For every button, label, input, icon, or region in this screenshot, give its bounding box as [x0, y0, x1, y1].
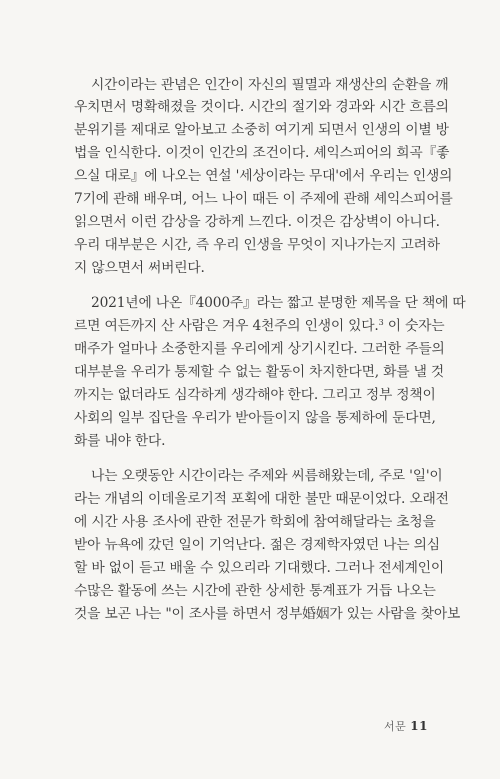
text-line: 화를 내야 한다. — [74, 433, 166, 449]
running-head: 서문 — [384, 720, 407, 733]
text-line: 지 않으면서 써버린다. — [74, 260, 205, 276]
text-line-tail: 이 숫자는 — [383, 318, 445, 334]
text-line: 할 바 없이 듣고 배울 수 있으리라 기대했다. 그러나 전세계인이 — [74, 560, 445, 576]
footnote-mark: 3 — [378, 318, 384, 327]
text-line: 라는 개념의 이데올로기적 포획에 대한 불만 때문이었다. 오래전 — [74, 491, 449, 507]
text-line: 에 시간 사용 조사에 관한 전문가 학회에 참여해달라는 초청을 — [74, 514, 436, 530]
text-line: 읽으면서 이런 감상을 강하게 느낀다. 이것은 감상벽이 아니다. — [74, 214, 440, 230]
text-line: 사회의 일부 집단을 우리가 받아들이지 않을 통제하에 둔다면, — [74, 410, 436, 426]
text-line: 2021년에 나온『4000주』라는 짧고 분명한 제목을 단 책에 따 — [91, 295, 466, 311]
text-line: 법을 인식한다. 이것이 인간의 조건이다. 셰익스피어의 희곡『좋 — [74, 145, 450, 161]
text-line: 우치면서 명확해졌을 것이다. 시간의 절기와 경과와 시간 흐름의 — [74, 99, 449, 115]
text-line: 7기에 관해 배우며, 어느 나이 때든 이 주제에 관해 셰익스피어를 — [74, 191, 453, 207]
text-line: 나는 오랫동안 시간이라는 주제와 씨름해왔는데, 주로 '일'이 — [91, 468, 443, 484]
text-line: 것을 보곤 나는 "이 조사를 하면서 정부婚姻가 있는 사람을 찾아보 — [74, 606, 461, 622]
text-line: 까지는 없더라도 심각하게 생각해야 한다. 그리고 정부 정책이 — [74, 387, 436, 403]
page-number: 11 — [410, 719, 428, 733]
page-footer — [384, 718, 428, 734]
text-line: 수많은 활동에 쓰는 시간에 관한 상세한 통계표가 거듭 나오는 — [74, 583, 436, 599]
text-line: 으실 대로』에 나오는 연설 '세상이라는 무대'에서 우리는 인생의 — [74, 168, 453, 184]
text-line: 대부분을 우리가 통제할 수 없는 활동이 차지한다면, 화를 낼 것 — [74, 364, 445, 380]
text-line-main: 르면 여든까지 산 사람은 겨우 4천주의 인생이 있다. — [74, 318, 379, 334]
text-line — [74, 315, 445, 337]
text-line: 받아 뉴욕에 갔던 일이 기억난다. 젊은 경제학자였던 나는 의심 — [74, 537, 440, 553]
text-line: 우리 대부분은 시간, 즉 우리 인생을 무엇이 지나가는지 고려하 — [74, 237, 440, 253]
text-line: 매주가 얼마나 소중한지를 우리에게 상기시킨다. 그러한 주들의 — [74, 341, 445, 357]
text-line: 분위기를 제대로 알아보고 소중히 여기게 되면서 인생의 이별 방 — [74, 122, 449, 138]
text-line: 시간이라는 관념은 인간이 자신의 필멸과 재생산의 순환을 깨 — [91, 77, 449, 93]
